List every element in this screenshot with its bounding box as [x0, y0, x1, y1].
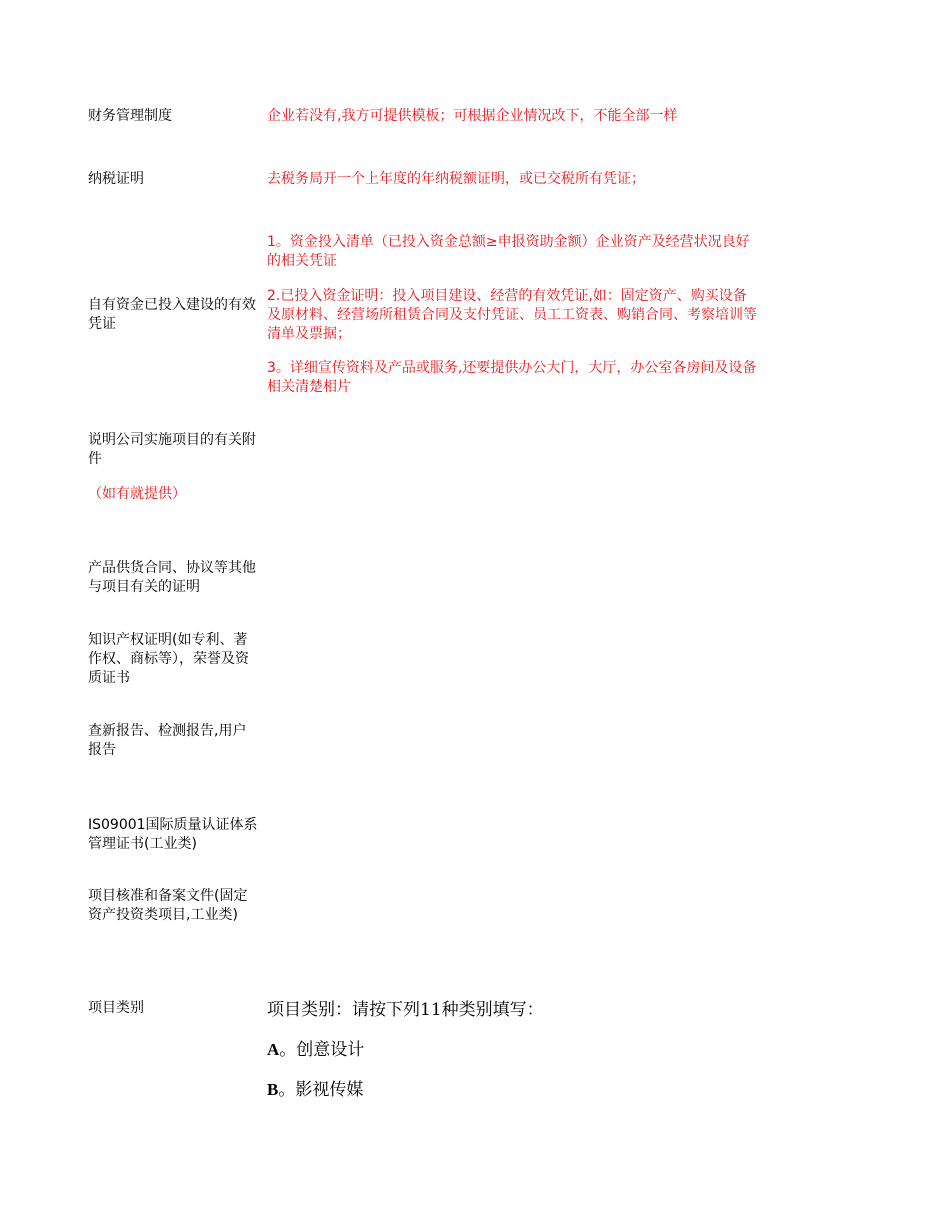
category-item-letter: A	[267, 1040, 280, 1059]
row-note-finance: 企业若没有,我方可提供模板；可根据企业情况改下，不能全部一样	[267, 108, 678, 124]
row-label-reports: 查新报告、检测报告,用户报告	[88, 723, 247, 758]
category-item-a	[267, 1039, 767, 1061]
row-label-ip: 知识产权证明(如专利、著作权、商标等），荣誉及资质证书	[88, 632, 249, 686]
row-sub-attachments: （如有就提供）	[88, 486, 186, 502]
row-label-category: 项目类别	[88, 1000, 144, 1016]
category-item-letter: B	[267, 1080, 279, 1099]
row-label-funds: 自有资金已投入建设的有效凭证	[88, 297, 256, 332]
category-item-b	[267, 1079, 767, 1101]
row-note-tax: 去税务局开一个上年度的年纳税额证明，或已交税所有凭证；	[267, 171, 645, 187]
category-intro: 项目类别：请按下列11种类别填写：	[267, 1000, 544, 1020]
category-item-text: 。创意设计	[279, 1040, 365, 1060]
row-label-finance: 财务管理制度	[88, 108, 172, 124]
row-note-funds-3: 3。详细宣传资料及产品或服务,还要提供办公大门，大厅，办公室各房间及设备相关清楚相片	[267, 360, 757, 395]
row-label-attachments: 说明公司实施项目的有关附件	[88, 432, 256, 467]
category-item-text: 。影视传媒	[278, 1080, 364, 1100]
row-label-iso: IS09001国际质量认证体系管理证书(工业类)	[88, 817, 258, 852]
row-note-funds-2: 2.已投入资金证明：投入项目建设、经营的有效凭证,如：固定资产、购买设备及原材料、经营场所租赁合同及支付凭证、员工工资表、购销合同、考察培训等清单及票据；	[267, 288, 757, 342]
row-label-tax: 纳税证明	[88, 171, 144, 187]
row-label-contracts: 产品供货合同、协议等其他与项目有关的证明	[88, 560, 256, 595]
row-label-approval: 项目核准和备案文件(固定资产投资类项目,工业类)	[88, 888, 248, 923]
row-note-funds-1: 1。资金投入清单（已投入资金总额≥申报资助金额）企业资产及经营状况良好的相关凭证	[267, 234, 750, 269]
